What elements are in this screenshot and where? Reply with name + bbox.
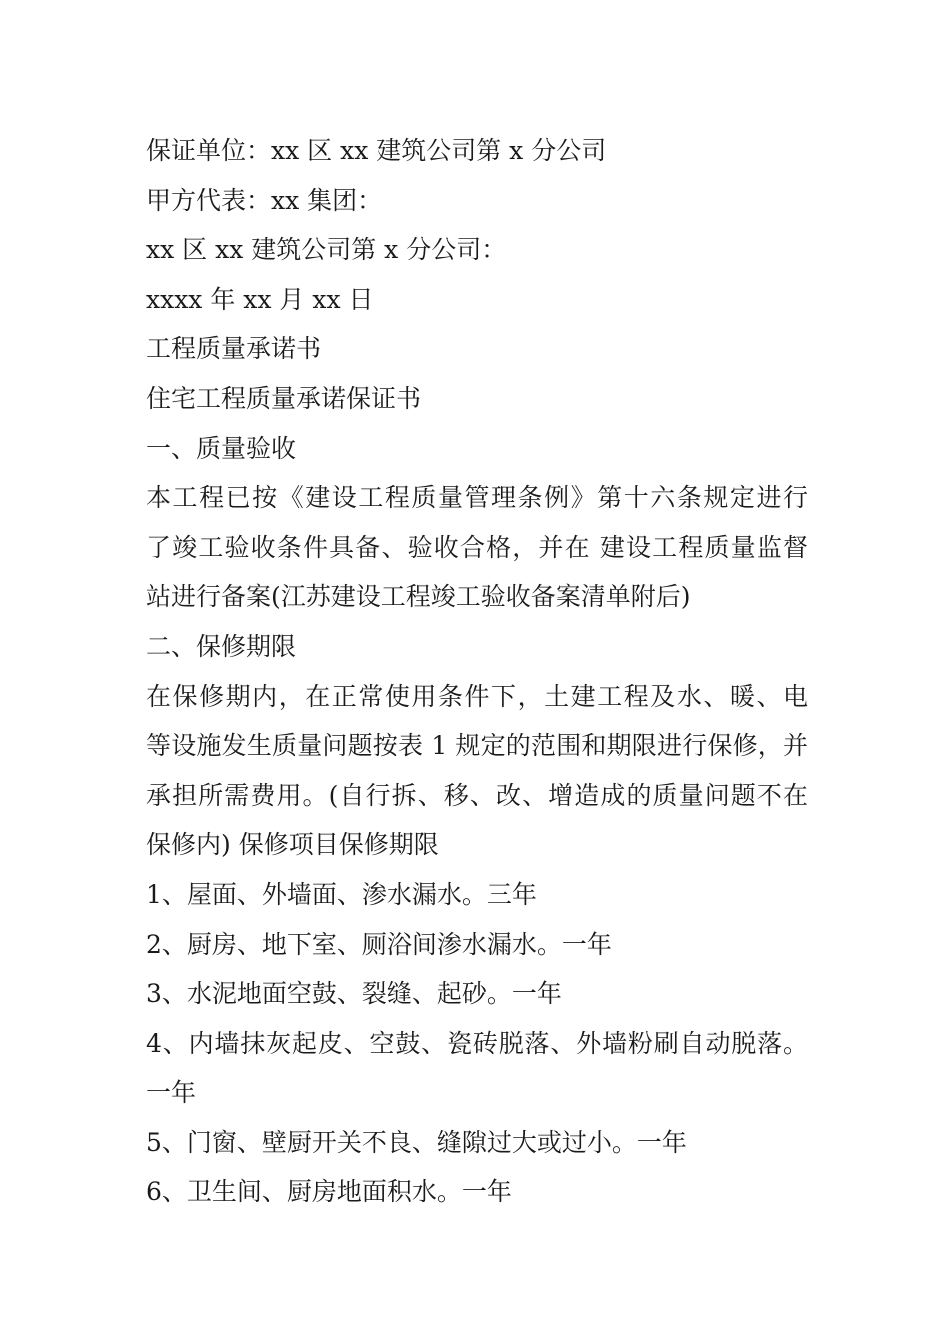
paragraph-line: 保修内) 保修项目保修期限	[146, 830, 439, 860]
paragraph-line: 了竣工验收条件具备、验收合格，并在 建设工程质量监督	[146, 532, 808, 562]
heading-quality-commitment: 工程质量承诺书	[146, 334, 322, 364]
text-line-party-a: 甲方代表：xx 集团：	[146, 185, 383, 215]
section-heading-warranty-period: 二、保修期限	[146, 631, 297, 661]
section-heading-acceptance: 一、质量验收	[146, 433, 297, 463]
text-line-date: xxxx 年 xx 月 xx 日	[146, 284, 374, 314]
heading-housing-guarantee: 住宅工程质量承诺保证书	[146, 383, 422, 413]
document-body	[146, 126, 808, 1217]
paragraph-line: 在保修期内，在正常使用条件下，土建工程及水、暖、电	[146, 681, 808, 711]
paragraph-line: 等设施发生质量问题按表 1 规定的范围和期限进行保修，并	[146, 731, 808, 761]
list-item: 3、水泥地面空鼓、裂缝、起砂。一年	[146, 979, 562, 1009]
paragraph-line: 本工程已按《建设工程质量管理条例》第十六条规定进行	[146, 483, 808, 513]
list-item-continuation: 一年	[146, 1078, 197, 1108]
paragraph-line: 承担所需费用。(自行拆、移、改、增造成的质量问题不在	[146, 780, 808, 810]
list-item: 4、内墙抹灰起皮、空鼓、瓷砖脱落、外墙粉刷自动脱落。	[146, 1028, 808, 1058]
text-line-company: xx 区 xx 建筑公司第 x 分公司：	[146, 235, 507, 265]
list-item: 5、门窗、壁厨开关不良、缝隙过大或过小。一年	[146, 1127, 687, 1157]
list-item: 2、厨房、地下室、厕浴间渗水漏水。一年	[146, 929, 612, 959]
text-line-guarantor: 保证单位：xx 区 xx 建筑公司第 x 分公司	[146, 136, 607, 165]
paragraph-line: 站进行备案(江苏建设工程竣工验收备案清单附后)	[146, 582, 691, 612]
list-item: 6、卫生间、厨房地面积水。一年	[146, 1177, 512, 1207]
list-item: 1、屋面、外墙面、渗水漏水。三年	[146, 879, 537, 909]
